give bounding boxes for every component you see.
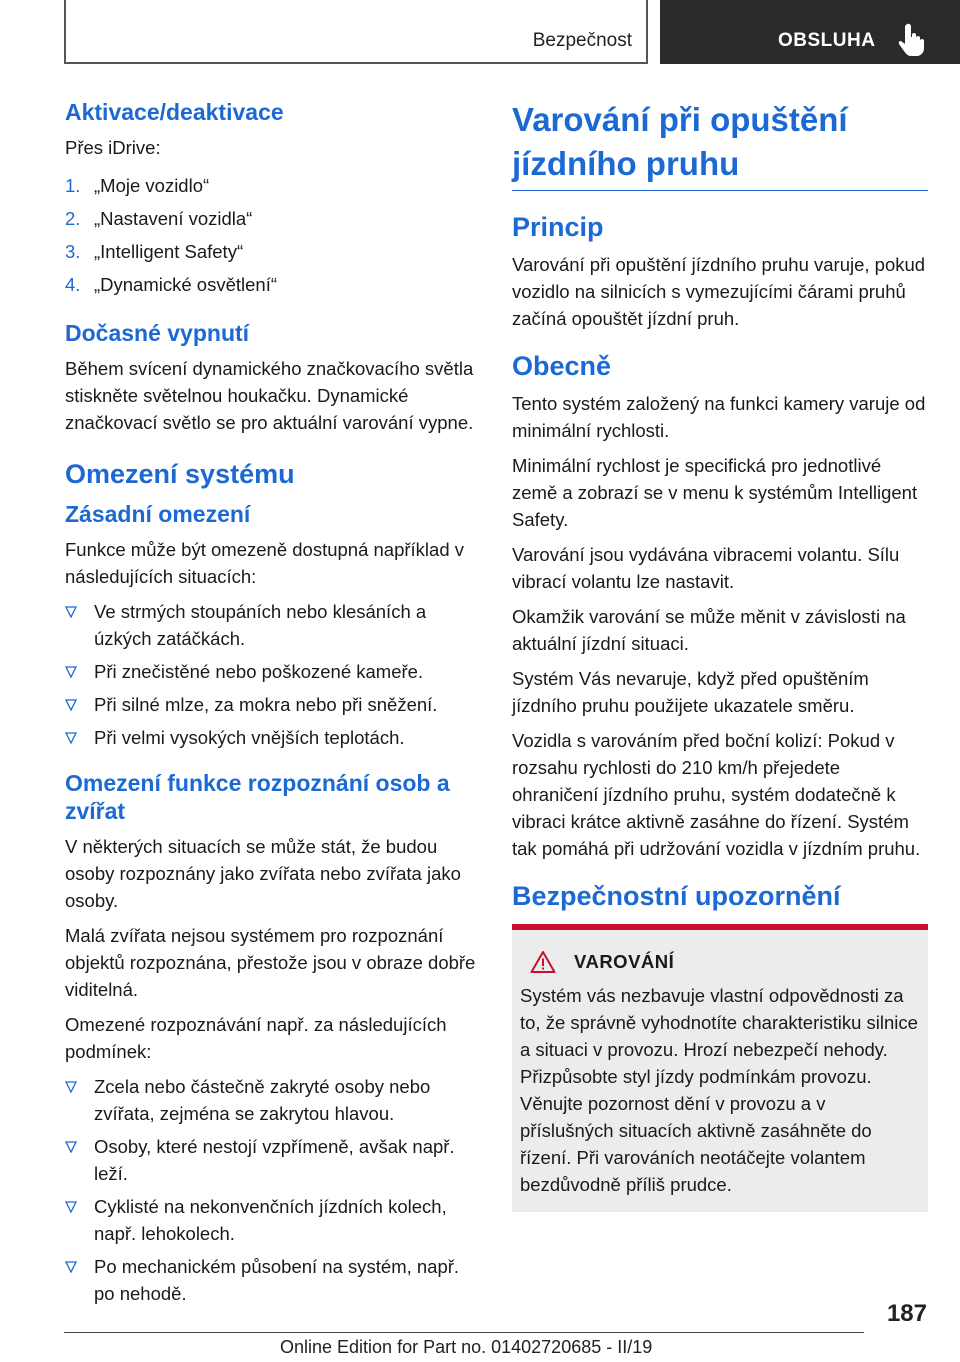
temporary-off-heading: Dočasné vypnutí: [65, 320, 250, 346]
list-item: [65, 202, 480, 235]
recognition-p2: Malá zvířata nejsou systémem pro rozpoznání objektů rozpoznána, přestože jsou v obraze dobře viditelná.: [65, 925, 476, 1000]
list-item-text: Při znečistěné nebo poškozené kameře.: [94, 661, 424, 682]
activation-intro: Přes iDrive:: [65, 137, 161, 158]
basic-limits-intro: Funkce může být omezeně dostupná například v následujících situacích:: [65, 539, 465, 587]
list-item-text: Cyklisté na nekonvenčních jízdních kolech, např. lehokolech.: [94, 1196, 447, 1244]
step-number: 3.: [65, 241, 81, 262]
triangle-bullet-icon: [65, 1201, 77, 1213]
list-item: [65, 169, 480, 202]
list-item: [65, 1253, 480, 1307]
list-item: [65, 235, 480, 268]
general-paragraph: Minimální rychlost je specifická pro jednotlivé země a zobrazí se v menu k systémům Intelligent Safety.: [512, 455, 918, 530]
basic-limits-list: [65, 598, 480, 751]
list-item: [65, 658, 480, 685]
general-paragraph: Varování jsou vydávána vibracemi volantu. Sílu vibrací volantu lze nastavit.: [512, 544, 900, 592]
page-number: 187: [886, 1300, 927, 1327]
triangle-bullet-icon: [65, 1141, 77, 1153]
triangle-bullet-icon: [65, 732, 77, 744]
left-column: [65, 98, 480, 1315]
system-limits-heading: Omezení systému: [65, 459, 295, 489]
footer-edition: Online Edition for Part no. 01402720685 - II/19: [280, 1337, 653, 1357]
list-item-text: Ve strmých stoupáních nebo klesáních a úzkých zatáčkách.: [94, 601, 427, 649]
list-item-text: Po mechanickém působení na systém, např. po nehodě.: [94, 1256, 460, 1304]
step-number: 4.: [65, 274, 81, 295]
chapter-label: OBSLUHA: [778, 30, 876, 51]
step-number: 1.: [65, 175, 81, 196]
general-paragraph: Systém Vás nevaruje, když před opuštěním jízdního pruhu použijete ukazatele směru.: [512, 668, 869, 716]
triangle-bullet-icon: [65, 666, 77, 678]
recognition-p1: V některých situacích se může stát, že budou osoby rozpoznány jako zvířata nebo zvířata jako osoby.: [65, 836, 461, 911]
triangle-bullet-icon: [65, 699, 77, 711]
list-item: [65, 1193, 480, 1247]
list-item: [65, 1133, 480, 1187]
section-tab: [64, 0, 648, 64]
list-item: [65, 1073, 480, 1127]
page-header: [0, 0, 960, 66]
temporary-off-text: Během svícení dynamického značkovacího světla stiskněte světelnou houkačku. Dynamické značkovací světlo se pro aktuální varování vypne.: [65, 358, 474, 433]
warning-header: [520, 950, 920, 974]
warning-triangle-icon: [530, 950, 556, 974]
list-item: [65, 691, 480, 718]
list-item: [65, 268, 480, 301]
warning-box: [512, 924, 928, 1212]
general-paragraph: Tento systém založený na funkci kamery varuje od minimální rychlosti.: [512, 393, 926, 441]
list-item-text: Zcela nebo částečně zakryté osoby nebo zvířata, zejména se zakrytou hlavou.: [94, 1076, 431, 1124]
general-paragraph: Okamžik varování se může měnit v závislosti na aktuální jízdní situaci.: [512, 606, 906, 654]
step-text: „Nastavení vozidla“: [94, 208, 253, 229]
general-heading: Obecně: [512, 351, 612, 381]
main-title: Varování při opuštění jízdního pruhu: [512, 98, 928, 191]
list-item-text: Při velmi vysokých vnějších teplotách.: [94, 727, 405, 748]
footer-divider: [64, 1332, 864, 1333]
activation-steps: [65, 169, 480, 301]
recognition-limits-heading: Omezení funkce rozpoznání osob a zvířat: [65, 770, 450, 824]
list-item: [65, 598, 480, 652]
list-item-text: Osoby, které nestojí vzpřímeně, avšak např. leží.: [94, 1136, 455, 1184]
step-text: „Dynamické osvětlení“: [94, 274, 278, 295]
list-item-text: Při silné mlze, za mokra nebo při sněžení.: [94, 694, 438, 715]
recognition-limits-list: [65, 1073, 480, 1307]
general-paragraph: Vozidla s varováním před boční kolizí: Pokud v rozsahu rychlosti do 210 km/h přejedete ohraničení jízdního pruhu, systém dodatečně k vibraci krátce aktivně zasáhne do řízení. Systém tak pomáhá při udržování vozidla v jízdním pruhu.: [512, 730, 921, 859]
right-column: [512, 98, 928, 1212]
principle-text: Varování při opuštění jízdního pruhu varuje, pokud vozidlo na silnicích s vymezujícími čárami pruhů začíná opouštět jízdní pruh.: [512, 254, 926, 329]
recognition-p3: Omezené rozpoznávání např. za následujících podmínek:: [65, 1014, 447, 1062]
triangle-bullet-icon: [65, 1261, 77, 1273]
step-text: „Intelligent Safety“: [94, 241, 244, 262]
step-number: 2.: [65, 208, 81, 229]
activation-heading: Aktivace/deaktivace: [65, 99, 284, 125]
warning-label: VAROVÁNÍ: [574, 951, 675, 972]
step-text: „Moje vozidlo“: [94, 175, 210, 196]
triangle-bullet-icon: [65, 1081, 77, 1093]
triangle-bullet-icon: [65, 606, 77, 618]
chapter-tab: [660, 0, 960, 64]
warning-text: Systém vás nezbavuje vlastní odpovědnosti za to, že správně vyhodnotíte charakteristiku silnice a situaci v provozu. Hrozí nebezpečí nehody. Přizpůsobte styl jízdy podmínkám provozu. Věnujte pozornost dění v provozu a v příslušných situacích aktivně zasáhněte do řízení. Při varováních neotáčejte volantem bezdůvodně příliš prudce.: [520, 985, 918, 1195]
hand-pointer-icon: [898, 22, 928, 56]
safety-heading: Bezpečnostní upozornění: [512, 881, 841, 911]
principle-heading: Princip: [512, 212, 604, 242]
list-item: [65, 724, 480, 751]
section-label: Bezpečnost: [532, 30, 632, 51]
basic-limits-heading: Zásadní omezení: [65, 501, 251, 527]
